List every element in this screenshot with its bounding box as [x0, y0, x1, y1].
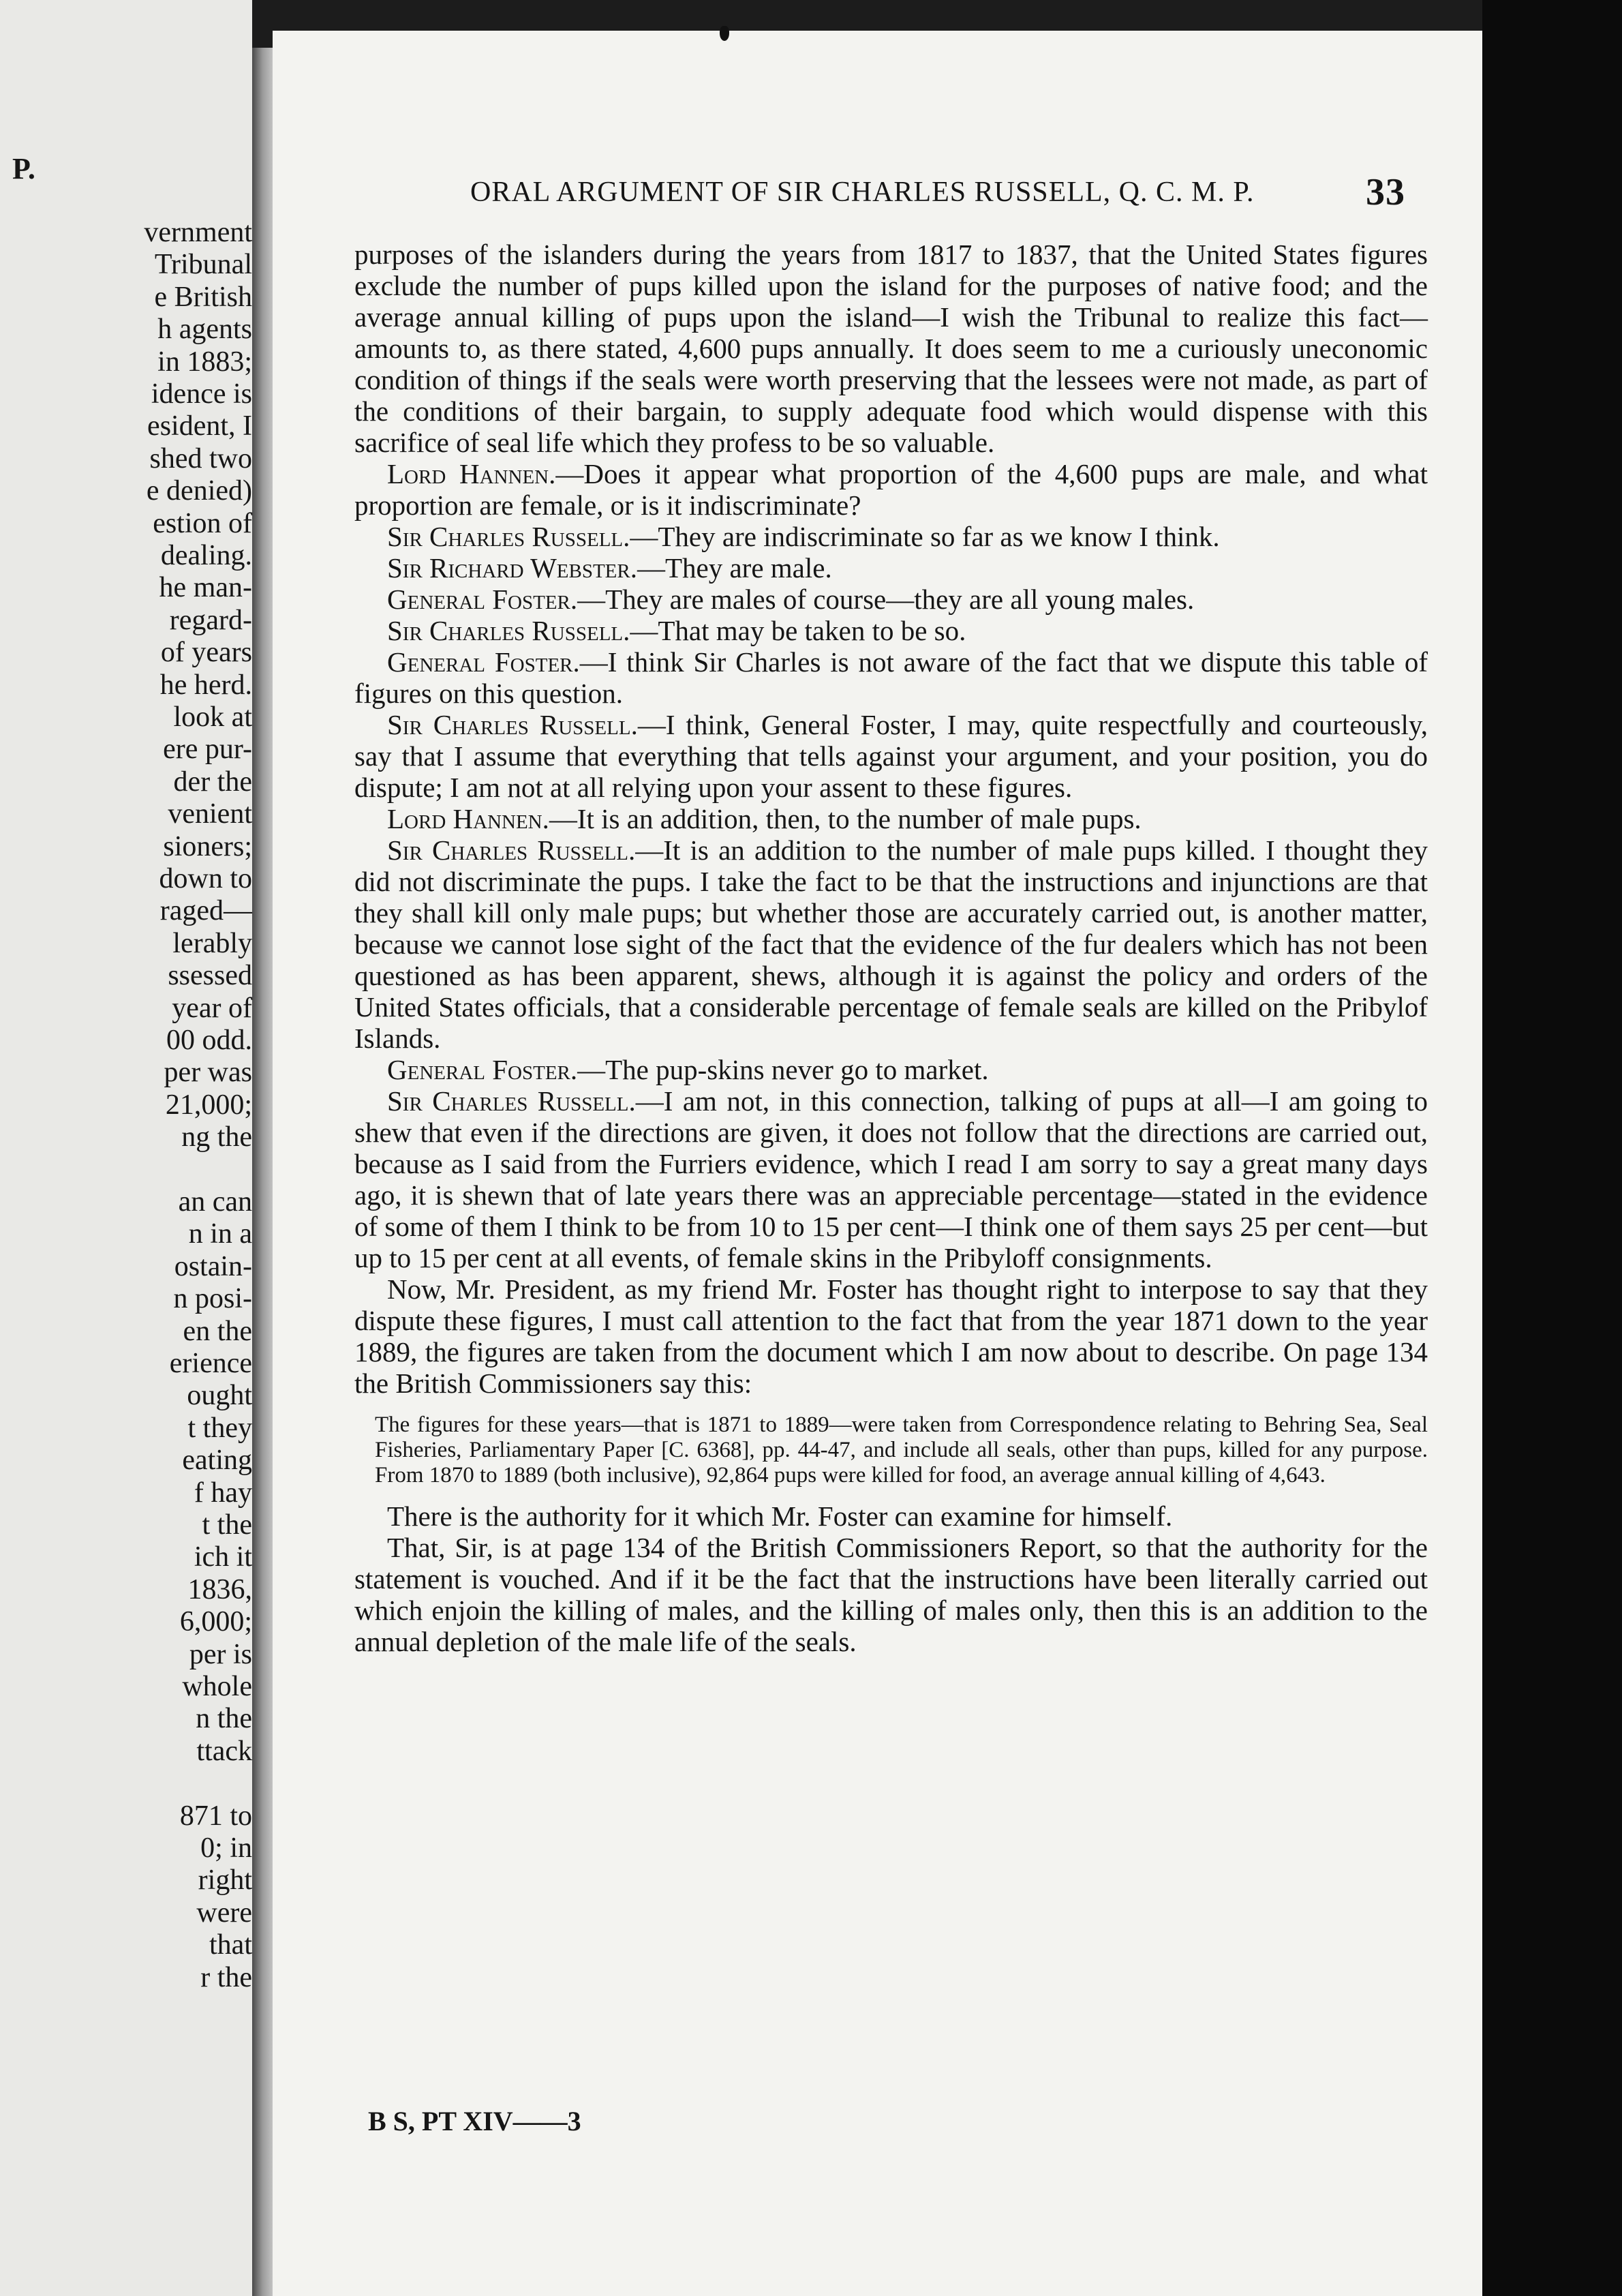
speech: —That may be taken to be so. — [630, 615, 966, 646]
paragraph — [354, 615, 1428, 646]
speaker: General Foster. — [387, 646, 580, 678]
left-page-header: P. — [12, 152, 35, 185]
signature-mark: B S, PT XIV——3 — [368, 2106, 581, 2136]
speech: —I think Sir Charles is not aware of the fact that we dispute this table of figures on this question. — [354, 646, 1428, 709]
left-page-line: eating — [182, 1445, 252, 1477]
paragraph — [354, 521, 1428, 552]
speaker: Lord Hannen. — [387, 458, 556, 489]
left-page-line: r the — [200, 1961, 252, 1993]
left-page-line: look at — [173, 701, 252, 733]
left-page-line: per is — [189, 1638, 252, 1670]
left-page-line: n posi- — [173, 1283, 252, 1315]
left-page-line: ssessed — [168, 960, 252, 992]
left-page-line: 21,000; — [165, 1089, 252, 1121]
left-page-line: were — [196, 1897, 252, 1929]
left-page-line: 6,000; — [179, 1606, 252, 1638]
left-page-line: lerably — [172, 927, 252, 959]
speech: —They are male. — [637, 552, 832, 584]
left-page-line: t the — [202, 1509, 252, 1541]
paragraph — [354, 646, 1428, 709]
left-page-line: an can — [178, 1186, 252, 1218]
left-page-line: ich it — [194, 1541, 252, 1573]
speech: —Does it appear what proportion of the 4,600 pups are male, and what proportion are female, or is it indiscriminate? — [354, 458, 1428, 521]
speech: —They are males of course—they are all young males. — [577, 584, 1195, 615]
left-page-line: vernment — [144, 217, 252, 248]
speaker: Sir Charles Russell. — [387, 521, 630, 552]
paragraph: Now, Mr. President, as my friend Mr. Foster has thought right to interpose to say that they dispute these figures, I must call attention to the fact that from the year 1871 down to the year 1889, the figures are taken from the document which I am now about to describe. On page 134 the British Commissioners say this: — [354, 1273, 1428, 1399]
left-page-line: he herd. — [159, 669, 252, 701]
paragraph — [354, 1054, 1428, 1085]
left-page-line: shed two — [149, 442, 252, 474]
speaker: Sir Charles Russell. — [387, 615, 630, 646]
paragraph — [354, 1085, 1428, 1273]
left-page-line: 00 odd. — [166, 1025, 252, 1056]
paragraph — [354, 709, 1428, 803]
left-page-line: esident, I — [147, 410, 252, 442]
left-page-line: estion of — [153, 507, 252, 539]
left-page-line: venient — [168, 798, 252, 830]
speech: —I am not, in this connection, talking of pups at all—I am going to shew that even if the directions are given, it does not follow that the directions are carried out, because as I said from the Furriers evidence, which I read I am sorry to say a great many days ago, it is shewn that of late years there was an appreciable percentage—stated in the evidence of some of them I think to be from 10 to 15 per cent—I think one of them says 25 per cent—but up to 15 per cent at all events, of female skins in the Pribyloff consignments. — [354, 1085, 1428, 1273]
left-page-line: dealing. — [160, 540, 252, 571]
left-page-line: erience — [169, 1348, 252, 1379]
speech: —It is an addition, then, to the number of male pups. — [549, 803, 1142, 834]
left-page-line: e British — [154, 281, 252, 313]
paragraph — [354, 803, 1428, 834]
left-page-line: he man- — [159, 572, 252, 604]
body-text — [354, 239, 1428, 1657]
left-page-line: ng the — [181, 1121, 252, 1153]
left-page-line: h agents — [157, 314, 252, 346]
left-page-line: Tribunal — [154, 249, 252, 281]
left-page-line: en the — [183, 1315, 252, 1347]
speaker: General Foster. — [387, 1054, 578, 1085]
left-page-line: t they — [187, 1412, 252, 1444]
paragraph — [354, 584, 1428, 615]
left-page-line: idence is — [151, 378, 252, 410]
ink-mark — [720, 26, 729, 41]
paragraph — [354, 552, 1428, 584]
right-edge-shadow — [1482, 0, 1622, 2296]
left-page-line: ere pur- — [163, 734, 252, 766]
speech: —The pup-skins never go to market. — [577, 1054, 989, 1085]
left-page-line: in 1883; — [157, 346, 252, 378]
left-page-line: ttack — [196, 1735, 252, 1767]
left-page-line: that — [209, 1929, 252, 1961]
paragraph: purposes of the islanders during the years from 1817 to 1837, that the United States figures exclude the number of pups killed upon the island for the purposes of native food; and the average annual killing of pups upon the island—I wish the Tribunal to realize this fact—amounts to, as there stated, 4,600 pups annually. It does seem to me a curiously uneconomic condition of things if the seals were worth preserving that the lessees were not made, as part of the conditions of their bargain, to supply adequate food which would dispense with this sacrifice of seal life which they profess to be so valuable. — [354, 239, 1428, 458]
paragraph: That, Sir, is at page 134 of the British Commissioners Report, so that the authority for the statement is vouched. And if it be the fact that the instructions have been literally carried out which enjoin the killing of males, and the killing of males only, then this is an addition to the annual depletion of the male life of the seals. — [354, 1532, 1428, 1657]
paragraph — [354, 458, 1428, 521]
paragraph: There is the authority for it which Mr. Foster can examine for himself. — [387, 1500, 1173, 1532]
speaker: Sir Charles Russell. — [387, 709, 638, 740]
speaker: General Foster. — [387, 584, 578, 615]
left-page-line: 1836, — [187, 1573, 252, 1605]
left-page-line: whole — [182, 1671, 252, 1702]
speaker: Sir Richard Webster. — [387, 552, 637, 584]
speech: —They are indiscriminate so far as we know I think. — [630, 521, 1220, 552]
left-page-line: sioners; — [163, 830, 252, 862]
left-page-line: ought — [187, 1380, 252, 1412]
speaker: Lord Hannen. — [387, 803, 549, 834]
left-page-line: per was — [164, 1057, 252, 1089]
block-quote — [354, 1413, 1428, 1488]
left-page-line: down to — [159, 863, 252, 894]
left-page-line: year of — [172, 992, 252, 1024]
left-page-line: right — [198, 1864, 252, 1897]
running-head — [470, 171, 1405, 217]
left-page-line: regard- — [169, 604, 252, 636]
left-page-line: 871 to — [179, 1800, 252, 1832]
page-number: 33 — [1366, 171, 1405, 213]
left-page-line: n in a — [188, 1218, 252, 1250]
left-page-line: ostain- — [174, 1250, 252, 1282]
left-page-line: 0; in — [200, 1832, 252, 1864]
running-head-title: ORAL ARGUMENT OF SIR CHARLES RUSSELL, Q. C. M. P. — [470, 177, 1255, 208]
speaker: Sir Charles Russell. — [387, 834, 636, 866]
left-page-line: raged— — [159, 895, 252, 927]
speaker: Sir Charles Russell. — [387, 1085, 636, 1117]
left-page-fragment — [0, 0, 252, 2296]
speech: —It is an addition to the number of male pups killed. I thought they did not discriminate the pups. I take the fact to be that the instructions and injunctions are that they shall kill only male pups; but whether those are accurately carried out, is another matter, because we cannot lose sight of the fact that the evidence of the fur dealers which has not been questioned as has been apparent, shews, although it is against the policy and orders of the United States officials, that a considerable percentage of female seals are killed on the Pribylof Islands. — [354, 834, 1428, 1054]
left-page-line: e denied) — [146, 475, 252, 507]
left-page-line: f hay — [194, 1477, 252, 1509]
paragraph — [354, 834, 1428, 1054]
quote-text: The figures for these years—that is 1871 to 1889—were taken from Correspondence relating to Behring Sea, Seal Fisheries, Parliamentary Paper [C. 6368], pp. 44-47, and include all seals, other than pups, killed for any purpose. From 1870 to 1889 (both inclusive), 92,864 pups were killed for food, an average annual killing of 4,643. — [375, 1413, 1428, 1487]
left-page-line: n the — [196, 1703, 252, 1735]
left-page-line: der the — [173, 766, 252, 798]
left-page-line: of years — [160, 637, 252, 669]
speech: —I think, General Foster, I may, quite respectfully and courteously, say that I assume that everything that tells against your argument, and your position, you do dispute; I am not at all relying upon your assent to these figures. — [354, 709, 1428, 803]
